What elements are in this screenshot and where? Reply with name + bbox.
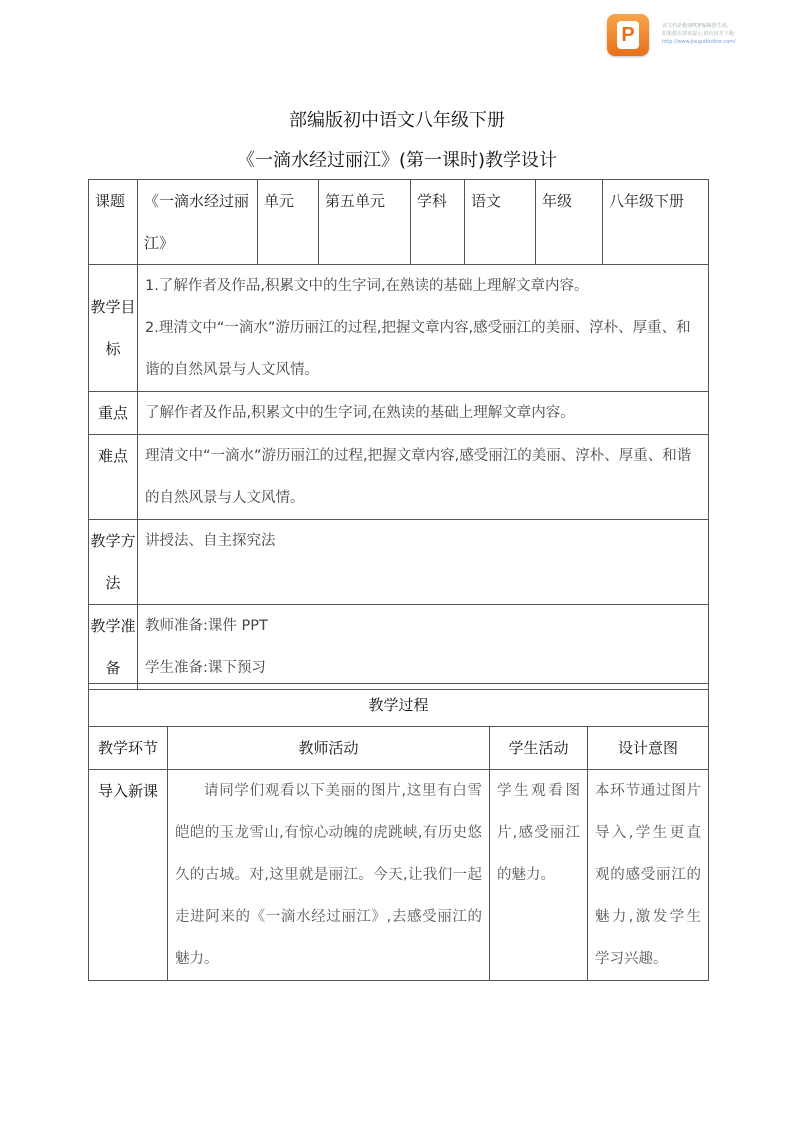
preparation-row	[89, 605, 709, 690]
process-title-row	[89, 684, 709, 727]
watermark-url[interactable]: http://www.jisupdfeditor.com/	[662, 39, 736, 45]
column-header: 设计意图	[618, 739, 679, 757]
topic-value: 《一滴水经过丽江》	[144, 192, 250, 252]
pdf-editor-logo	[607, 14, 649, 56]
column-header: 教师活动	[298, 739, 359, 757]
watermark-line: 该文档是极速PDF编辑器生成,	[662, 23, 729, 29]
goal-item: 1.了解作者及作品,积累文中的生字词,在熟读的基础上理解文章内容。	[145, 278, 589, 294]
subject-value: 语文	[471, 192, 502, 210]
goals-label: 教学目标	[90, 298, 136, 358]
preparation-label: 教学准备	[90, 617, 136, 677]
methods-label: 教学方法	[90, 532, 136, 592]
teacher-preparation: 教师准备:课件 PPT	[145, 618, 268, 634]
teaching-process-table	[88, 683, 709, 981]
document-title: 部编版初中语文八年级下册	[289, 110, 505, 131]
column-header: 教学环节	[97, 739, 158, 757]
key-points-text: 了解作者及作品,积累文中的生字词,在熟读的基础上理解文章内容。	[145, 405, 575, 421]
methods-text: 讲授法、自主探究法	[145, 533, 276, 549]
goal-item: 2.理清文中“一滴水”游历丽江的过程,把握文章内容,感受丽江的美丽、淳朴、厚重、和谐的自然风景与人文风情。	[145, 320, 691, 378]
watermark-line: 如果想去掉该提示,请访问并下载:	[662, 31, 736, 37]
student-activity-cell: 学生观看图片,感受丽江的魅力。	[497, 783, 580, 883]
subject-label: 学科	[417, 192, 448, 210]
student-preparation: 学生准备:课下预习	[145, 660, 266, 676]
key-points-row	[89, 392, 709, 435]
stage-cell: 导入新课	[97, 782, 158, 800]
document-subtitle: 《一滴水经过丽江》(第一课时)教学设计	[236, 150, 558, 171]
goals-row	[89, 265, 709, 392]
grade-value: 八年级下册	[609, 192, 685, 210]
key-points-label: 重点	[97, 404, 128, 422]
logo-letter: P	[621, 24, 635, 46]
unit-label: 单元	[264, 192, 295, 210]
unit-value: 第五单元	[325, 192, 386, 210]
teacher-activity-cell: 请同学们观看以下美丽的图片,这里有白雪皑皑的玉龙雪山,有惊心动魄的虎跳峡,有历史悠久的古城。对,这里就是丽江。今天,让我们一起走进阿来的《一滴水经过丽江》,去感受丽江的魅力。	[175, 783, 482, 967]
info-row	[89, 180, 709, 265]
lesson-info-table	[88, 179, 709, 690]
topic-label: 课题	[95, 192, 126, 210]
design-intent-cell: 本环节通过图片导入,学生更直观的感受丽江的魅力,激发学生学习兴趣。	[595, 783, 702, 967]
process-header-row	[89, 727, 709, 770]
methods-row	[89, 520, 709, 605]
table-row	[89, 770, 709, 981]
grade-label: 年级	[542, 192, 573, 210]
process-title: 教学过程	[368, 696, 429, 714]
difficulties-label: 难点	[97, 447, 128, 465]
difficulties-text: 理清文中“一滴水”游历丽江的过程,把握文章内容,感受丽江的美丽、淳朴、厚重、和谐的自然风景与人文风情。	[145, 448, 692, 506]
column-header: 学生活动	[508, 739, 569, 757]
watermark-notice	[662, 22, 792, 46]
difficulties-row	[89, 435, 709, 520]
